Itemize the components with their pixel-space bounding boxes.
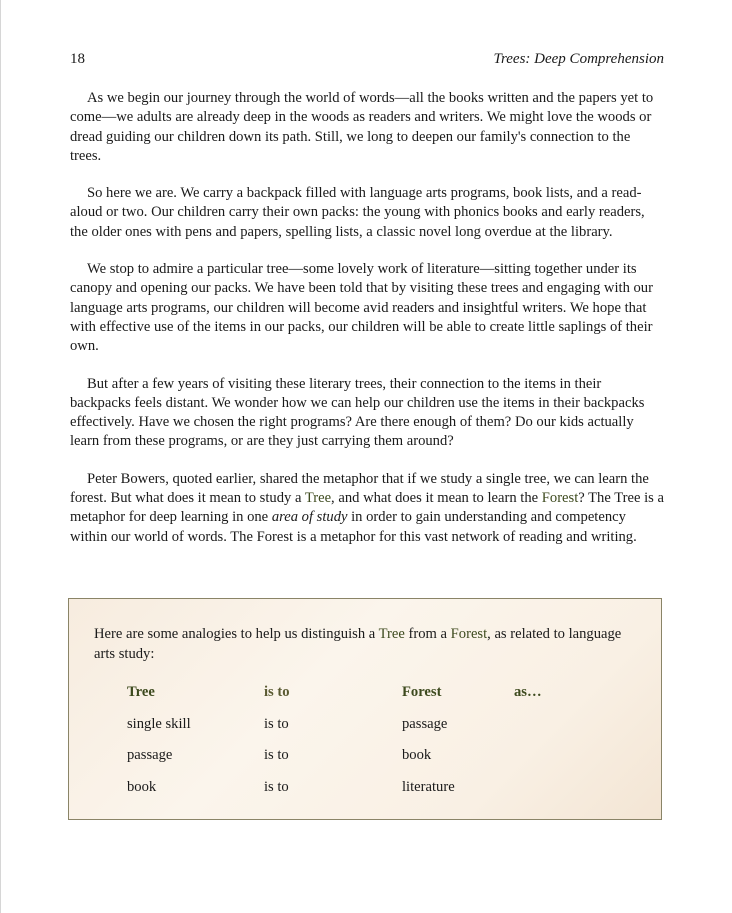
paragraph-5 — [70, 470, 664, 547]
callout-tree-term: Tree — [378, 626, 405, 642]
analogy-callout-box — [68, 598, 662, 820]
p5-text-2: , and what does it mean to learn the — [331, 490, 542, 507]
analogy-header-is-to: is to — [264, 684, 290, 700]
analogy-tree-cell: single skill — [127, 716, 191, 732]
callout-intro-text-3: , as related to language arts study: — [94, 626, 622, 662]
tree-term: Tree — [304, 490, 332, 507]
analogy-forest-cell: passage — [402, 716, 448, 732]
analogy-row — [69, 779, 663, 799]
paragraph-1: As we begin our journey through the world of words—all the books written and the papers yet to come—we adults are already deep in the woods as readers and writers. We might love the woods or dread guiding our children down its path. Still, we long to deepen our family's connection to the trees. — [70, 90, 654, 164]
paragraph-4: But after a few years of visiting these literary trees, their connection to the items in their backpacks feels distant. We wonder how we can help our children use the items in their backpacks effectively. Have we chosen the right programs? Are there enough of them? Do our kids actually learn from these programs, or are they just carrying them around? — [70, 375, 645, 450]
analogy-row — [69, 716, 663, 736]
page-header — [70, 51, 664, 71]
p5-text-1: Peter Bowers, quoted earlier, shared the metaphor that if we study a single tree, we can learn the forest. But what does it mean to study a — [70, 470, 649, 507]
analogy-tree-cell: passage — [127, 747, 173, 763]
analogy-relation-cell: is to — [264, 747, 289, 763]
analogy-tree-cell: book — [127, 779, 157, 795]
running-title: Trees: Deep Comprehension — [493, 51, 664, 67]
page-edge — [0, 0, 1, 913]
analogy-header-tree: Tree — [127, 684, 155, 700]
area-of-study-emphasis: area of study — [271, 509, 348, 526]
analogy-header-row — [69, 684, 663, 704]
callout-intro — [94, 624, 639, 664]
forest-term: Forest — [541, 490, 579, 507]
callout-forest-term: Forest — [450, 626, 488, 642]
analogy-relation-cell: is to — [264, 716, 289, 732]
callout-intro-text-2: from a — [404, 626, 451, 642]
p5-text-3: ? The Tree is a metaphor for deep learning in one — [70, 490, 664, 526]
paragraph-3: We stop to admire a particular tree—some lovely work of literature—sitting together under its canopy and opening our packs. We have been told that by visiting these trees and engaging with our language arts programs, our children will become avid readers and insightful writers. We hope that with effective use of the items in our packs, our children will be able to create little saplings of their own. — [70, 261, 653, 355]
analogy-header-as: as… — [514, 684, 542, 700]
analogy-forest-cell: literature — [402, 779, 455, 795]
analogy-header-forest: Forest — [402, 684, 442, 700]
page-number: 18 — [70, 51, 85, 67]
analogy-forest-cell: book — [402, 747, 432, 763]
analogy-relation-cell: is to — [264, 779, 289, 795]
callout-intro-text-1: Here are some analogies to help us distinguish a — [94, 626, 379, 642]
p5-text-4: in order to gain understanding and competency within our world of words. The Forest is a metaphor for this vast network of reading and writing. — [70, 509, 637, 545]
paragraph-2: So here we are. We carry a backpack filled with language arts programs, book lists, and a read-aloud or two. Our children carry their own packs: the young with phonics books and early readers, the older ones with pens and papers, spelling lists, a classic novel long overdue at the library. — [70, 185, 645, 240]
analogy-row — [69, 747, 663, 767]
body-text — [70, 89, 664, 565]
